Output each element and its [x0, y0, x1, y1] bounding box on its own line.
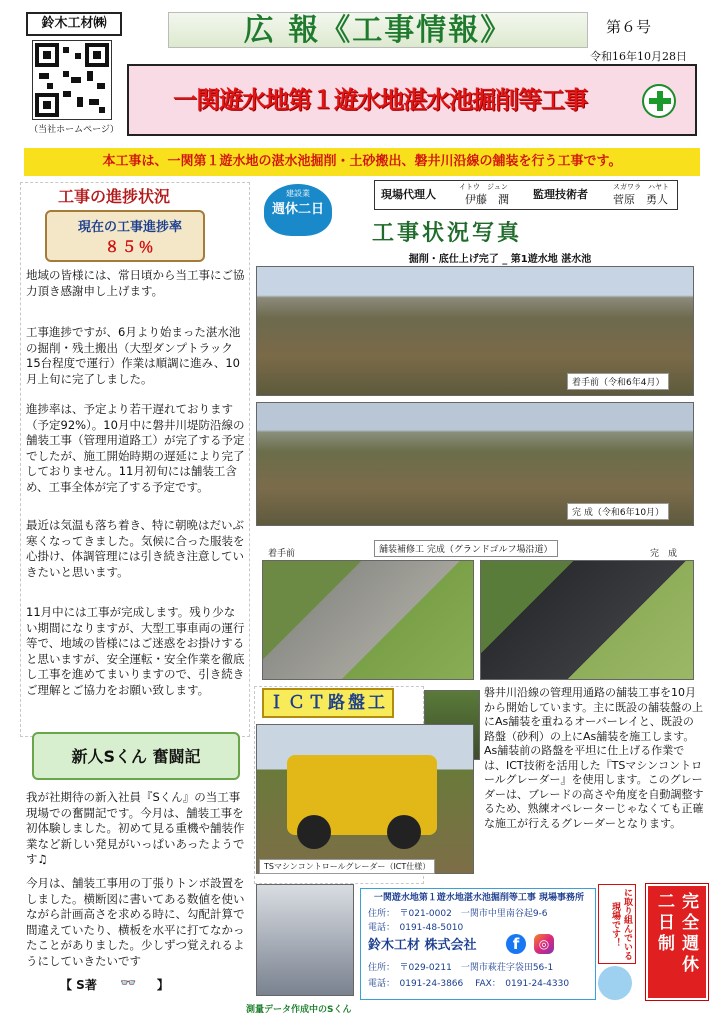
progress-rate-label: 現在の工事進捗率 — [77, 220, 182, 235]
badge-col-2: 二日制 — [654, 892, 674, 955]
safety-cross-icon — [642, 84, 676, 118]
photos-title: 工事状況写真 — [372, 220, 523, 246]
photo-survey-work — [256, 884, 354, 996]
office-address: 住所： 〒021-0002 一関市中里南谷起9-6 — [368, 909, 548, 919]
staff-table — [374, 180, 678, 210]
worker-mascot-icon — [598, 966, 632, 1000]
newbie-paragraph-2: 今月は、舗装工事用の丁張りトンボ設置をしました。横断図に書いてある数値を使いながら計画高さを求める時に、勾配計算で間違えていたり、横板を水平に打てなかったことがありました。少しずつ覚えれるようにしていきたいです — [26, 876, 245, 968]
progress-rate-value: ８５％ — [104, 238, 156, 256]
facebook-icon[interactable]: f — [506, 934, 526, 954]
company-phone-fax: 電話： 0191-24-3866 FAX： 0191-24-4330 — [368, 979, 570, 989]
survey-caption: 測量データ作成中のSくん — [246, 1005, 352, 1015]
company-full-name: 鈴木工材 株式会社 — [368, 938, 477, 953]
progress-paragraph-1: 地域の皆様には、常日頃から当工事にご協力頂き感謝申し上げます。 — [26, 268, 245, 298]
photo-pave-before — [262, 560, 474, 680]
office-phone: 電話： 0191-48-5010 — [368, 923, 464, 933]
photo-caption-before: 着手前（令和6年4月） — [567, 373, 669, 390]
photos-subtitle: 掘削・底仕上げ完了 _ 第1遊水地 湛水池 — [408, 254, 592, 265]
pave-label: 舗装補修工 完成（グランドゴルフ場沿道） — [374, 540, 558, 557]
company-address: 住所： 〒029-0211 一関市萩荘字袋田56-1 — [368, 963, 554, 973]
ict-heading: ＩＣＴ路盤工 — [262, 688, 394, 718]
newbie-paragraph-1: 我が社期待の新入社員『Sくん』の当工事現場での奮闘記です。今月は、舗装工事を初体験しました。初めて見る重機や舗装作業など新しい発見がいっぱいあったようです♫ — [26, 790, 245, 866]
weekend-logo-line1: 建設業 — [286, 189, 310, 198]
glasses-icon: 👓 — [120, 976, 137, 991]
grader-caption: TSマシンコントロールグレーダー（ICT仕様） — [259, 859, 435, 874]
qr-code[interactable] — [32, 40, 112, 120]
qr-caption: （当社ホームページ） — [29, 125, 119, 135]
company-name-box: 鈴木工材㈱ — [26, 12, 122, 36]
progress-paragraph-3: 進捗率は、予定より若干遅れております（予定92%）。10月中に磐井川堤防沿線の舗装工事（管理用道路工）が完了する予定でしたが、施工開始時期の遅延により完了しておりません。11月初旬には舗装工含め、工事全体が完了する予定です。 — [26, 402, 245, 494]
pave-after-label: 完 成 — [650, 549, 678, 559]
photo-pave-after — [480, 560, 694, 680]
photo-before-excavation — [256, 266, 694, 396]
weekly-two-day-off-badge — [646, 884, 708, 1000]
ict-paragraph: 磐井川沿線の管理用通路の舗装工事を10月から開始しています。主に既設の舗装盤の上にAs舗装を重ねるオーバーレイと、既設の路盤（砂利）の上にAs舗装を施工します。As舗装前の路盤を平坦に仕上げる作業では、ICT技術を活用した『TSマシンコントロールグレーダー』を使用します。このグレーダーは、ブレードの高さや角度を自動調整するため、熟練オペレーターじゃなくても正確な施工が行えるグレーダーとなります。 — [484, 686, 704, 830]
eng-label: 監理技術者 — [533, 188, 588, 201]
eng-ruby: スガワラ ハヤト — [613, 183, 669, 191]
progress-paragraph-4: 最近は気温も落ち着き、特に朝晩はだいぶ寒くなってきました。気候に合った服装を心掛け、体調管理には引き続き注意していきたいと思います。 — [26, 518, 245, 579]
rep-ruby: イトウ ジュン — [459, 183, 508, 191]
badge-col-1: 完全週休 — [678, 892, 698, 976]
photo-after-excavation — [256, 402, 694, 526]
photo-grader — [256, 724, 474, 874]
photo-caption-after: 完 成（令和6年10月） — [567, 503, 669, 520]
newsletter-title: 広 報《工事情報》 — [168, 12, 588, 48]
progress-paragraph-2: 工事進捗ですが、6月より始まった湛水池の掘削・残土搬出（大型ダンプトラック15台程度で運行）作業は順調に進み、10月上旬に完了しました。 — [26, 325, 241, 386]
rep-label: 現場代理人 — [381, 188, 436, 201]
progress-heading: 工事の進捗状況 — [58, 187, 171, 206]
newbie-heading: 新人Sくん 奮闘記 — [71, 747, 201, 766]
rep-name: 伊藤 潤 — [465, 193, 509, 206]
progress-paragraph-5: 11月中には工事が完成します。残り少ない期間になりますが、大型工事車両の運行等で、地域の皆様にはご迷惑をお掛けすると思いますが、安全運転・安全作業を徹底し工事を進めてまいりますので、引き続きご理解とご協力をお願い致します。 — [26, 605, 245, 697]
weekend-logo-line2: 週休二日 — [271, 202, 324, 217]
pave-before-label: 着手前 — [268, 549, 296, 559]
eng-name: 菅原 勇人 — [613, 193, 668, 206]
project-summary: 本工事は、一関第１遊水地の湛水池掘削・土砂搬出、磐井川沿線の舗装を行う工事です。 — [24, 148, 700, 176]
office-title: 一関遊水地第１遊水地湛水池掘削等工事 現場事務所 — [373, 893, 585, 903]
newbie-signature: 【 S著 】 — [60, 978, 169, 992]
project-title: 一関遊水地第１遊水地湛水池掘削等工事 — [173, 86, 587, 114]
instagram-icon[interactable]: ◎ — [534, 934, 554, 954]
side-tag: に取り組んでいる現場です！ — [598, 884, 636, 964]
issue-date: 令和16年10月28日 — [590, 50, 687, 63]
issue-number: 第６号 — [606, 18, 652, 36]
